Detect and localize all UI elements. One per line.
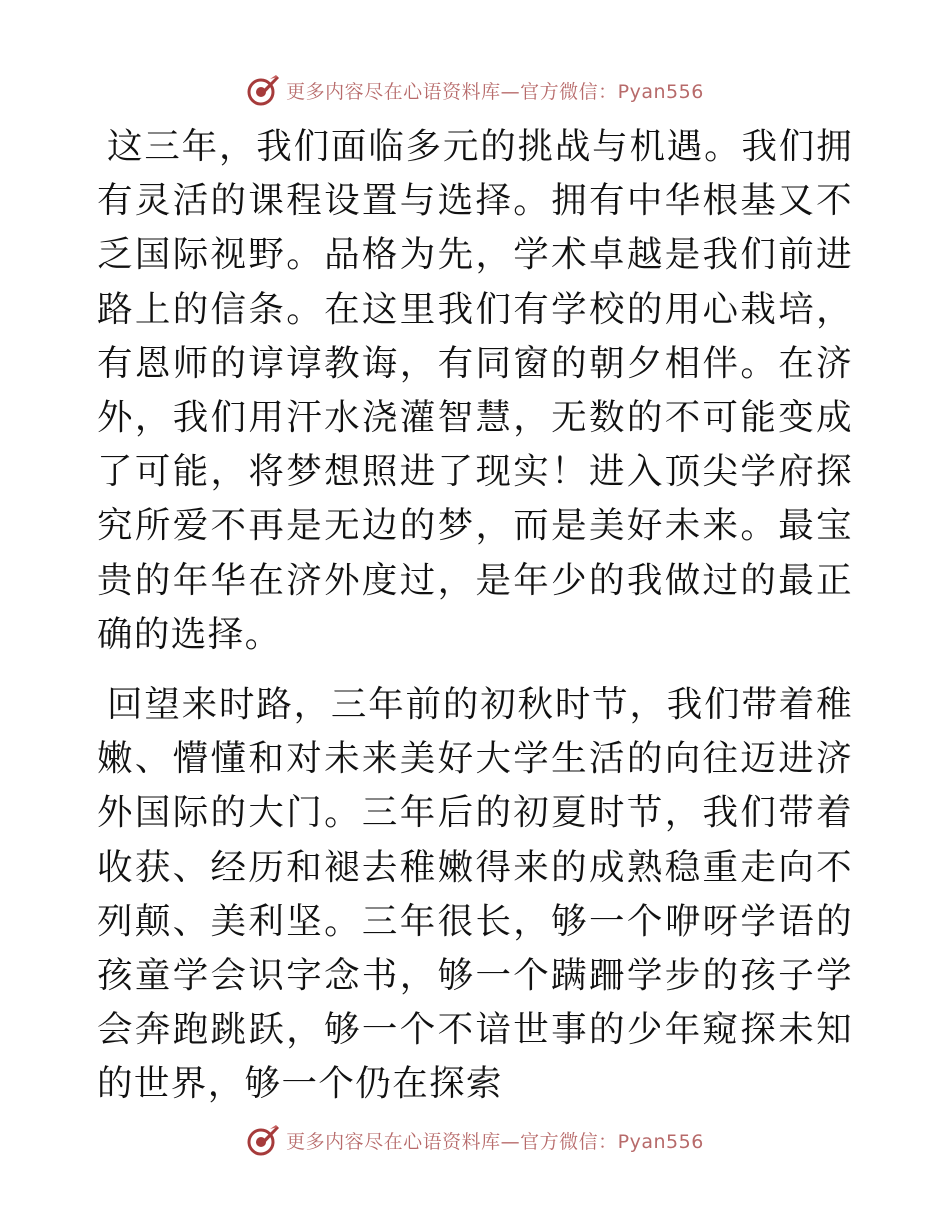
- footer-banner-text: 更多内容尽在心语资料库—官方微信：Pyan556: [286, 1130, 704, 1153]
- header-banner: [0, 70, 950, 110]
- document-body: [97, 120, 853, 1128]
- header-banner-text: 更多内容尽在心语资料库—官方微信：Pyan556: [286, 80, 704, 103]
- quill-logo-icon: [246, 73, 280, 107]
- footer-banner: [0, 1120, 950, 1160]
- quill-logo-icon: [246, 1123, 280, 1157]
- paragraph: 回望来时路，三年前的初秋时节，我们带着稚嫩、懵懂和对未来美好大学生活的向往迈进济外国际的大门。三年后的初夏时节，我们带着收获、经历和褪去稚嫩得来的成熟稳重走向不列颠、美利坚。三年很长，够一个咿呀学语的孩童学会识字念书，够一个蹒跚学步的孩子学会奔跑跳跃，够一个不谙世事的少年窥探未知的世界，够一个仍在探索: [97, 684, 853, 1105]
- paragraph: 这三年，我们面临多元的挑战与机遇。我们拥有灵活的课程设置与选择。拥有中华根基又不乏国际视野。品格为先，学术卓越是我们前进路上的信条。在这里我们有学校的用心栽培，有恩师的谆谆教诲，有同窗的朝夕相伴。在济外，我们用汗水浇灌智慧，无数的不可能变成了可能，将梦想照进了现实！进入顶尖学府探究所爱不再是无边的梦，而是美好未来。最宝贵的年华在济外度过，是年少的我做过的最正确的选择。: [97, 126, 853, 655]
